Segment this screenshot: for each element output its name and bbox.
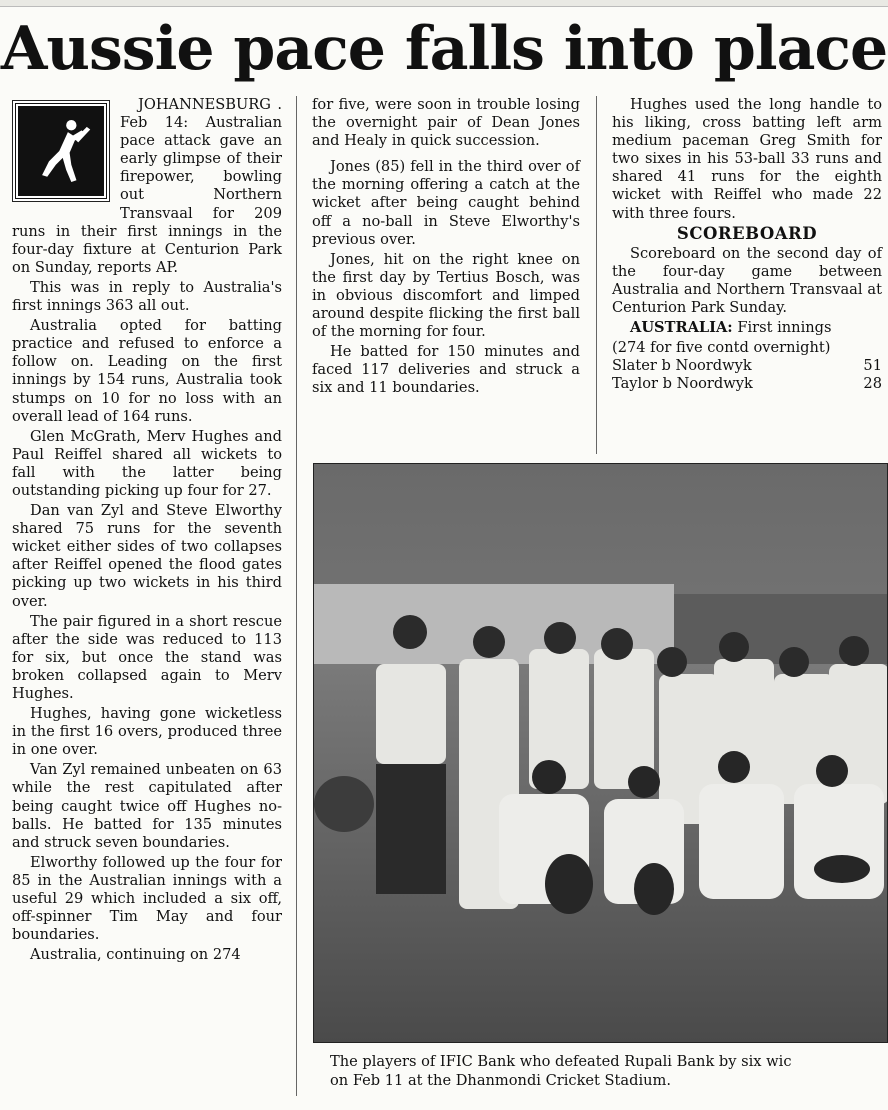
headline: Aussie pace falls into place [0, 14, 888, 84]
paragraph: Australia opted for batting practice and refused to enforce a follow on. Leading on the first innings by 154 runs, Australia took stumps on 10 for no loss with an overall lead of 164 runs. [12, 317, 282, 425]
paragraph: This was in reply to Australia's first innings 363 all out. [12, 278, 282, 315]
team-photo [313, 463, 888, 1043]
paragraph: Glen McGrath, Merv Hughes and Paul Reiffel shared all wickets to fall with the latter being outstanding picking up four for 27. [12, 427, 282, 499]
article-column-3 [612, 96, 882, 394]
lead-paragraph: . Feb 14: Australian pace attack gave an early glimpse of their firepower, bowling out Northern Transvaal for 209 runs in their first innings in the four-day fixture at Centurion Park on Sunday, reports AP. [12, 96, 282, 276]
score-row [612, 357, 882, 375]
caption-line-1: The players of IFIC Bank who defeated Rupali Bank by six wic [330, 1053, 792, 1070]
innings-note: (274 for five contd overnight) [612, 339, 831, 357]
paragraph: Van Zyl remained unbeaten on 63 while the rest capitulated after being caught twice off Hughes no-balls. He batted for 135 minutes and struck seven boundaries. [12, 761, 282, 851]
dateline: JOHANNESBURG [138, 96, 271, 113]
paragraph: Jones (85) fell in the third over of the morning offering a catch at the wicket after being caught behind off a no-ball in Steve Elworthy's previous over. [312, 158, 580, 248]
paragraph: Elworthy followed up the four for 85 in the Australian innings with a useful 29 which included a six off, off-spinner Tim May and four boundaries. [12, 853, 282, 944]
caption-line-2: on Feb 11 at the Dhanmondi Cricket Stadium. [330, 1072, 672, 1089]
innings-label: First innings [737, 319, 832, 337]
score-row [612, 375, 882, 393]
article-column-1 [12, 96, 282, 964]
innings-team: AUSTRALIA: [630, 319, 733, 337]
paragraph: Australia, continuing on 274 [30, 946, 241, 964]
scoreboard-intro: Scoreboard on the second day of the four-day game between Australia and Northern Transvaal at Centurion Park Sunday. [612, 244, 882, 317]
paragraph: He batted for 150 minutes and faced 117 deliveries and struck a six and 11 boundaries. [312, 343, 580, 397]
column-rule [296, 96, 297, 1096]
innings-heading [612, 319, 882, 337]
paragraph: Jones, hit on the right knee on the first day by Tertius Bosch, was in obvious discomfort and limped around despite flicking the first ball of the morning for four. [312, 250, 580, 341]
paragraph: The pair figured in a short rescue after the side was reduced to 113 for six, but once the stand was broken collapsed again to Merv Hughes. [12, 612, 282, 702]
article-column-2 [312, 96, 580, 398]
paragraph: Hughes, having gone wicketless in the first 16 overs, produced three in one over. [12, 705, 282, 759]
cricket-player-logo-icon [12, 100, 110, 202]
paragraph: Hughes used the long handle to his liking, cross batting left arm medium paceman Greg Smith for two sixes in his 53-ball 33 runs and shared 41 runs for the eighth wicket with Reiffel who made 22 with three fours. [612, 96, 882, 222]
paragraph: Dan van Zyl and Steve Elworthy shared 75 runs for the seventh wicket either sides of two collapses after Reiffel opened the flood gates picking up two wickets in his third over. [12, 502, 282, 610]
cricket-bowler-icon [18, 106, 104, 196]
runs: 28 [863, 375, 882, 393]
previous-article-strip [0, 0, 888, 7]
runs: 51 [863, 357, 882, 375]
batsman: Taylor b Noordwyk [612, 375, 753, 393]
photo-caption [330, 1052, 888, 1090]
column-rule [596, 96, 597, 454]
scoreboard-heading: SCOREBOARD [676, 223, 818, 243]
batsman: Slater b Noordwyk [612, 357, 752, 375]
team-photo-icon [314, 464, 888, 1043]
paragraph: for five, were soon in trouble losing the overnight pair of Dean Jones and Healy in quick succession. [312, 96, 580, 150]
